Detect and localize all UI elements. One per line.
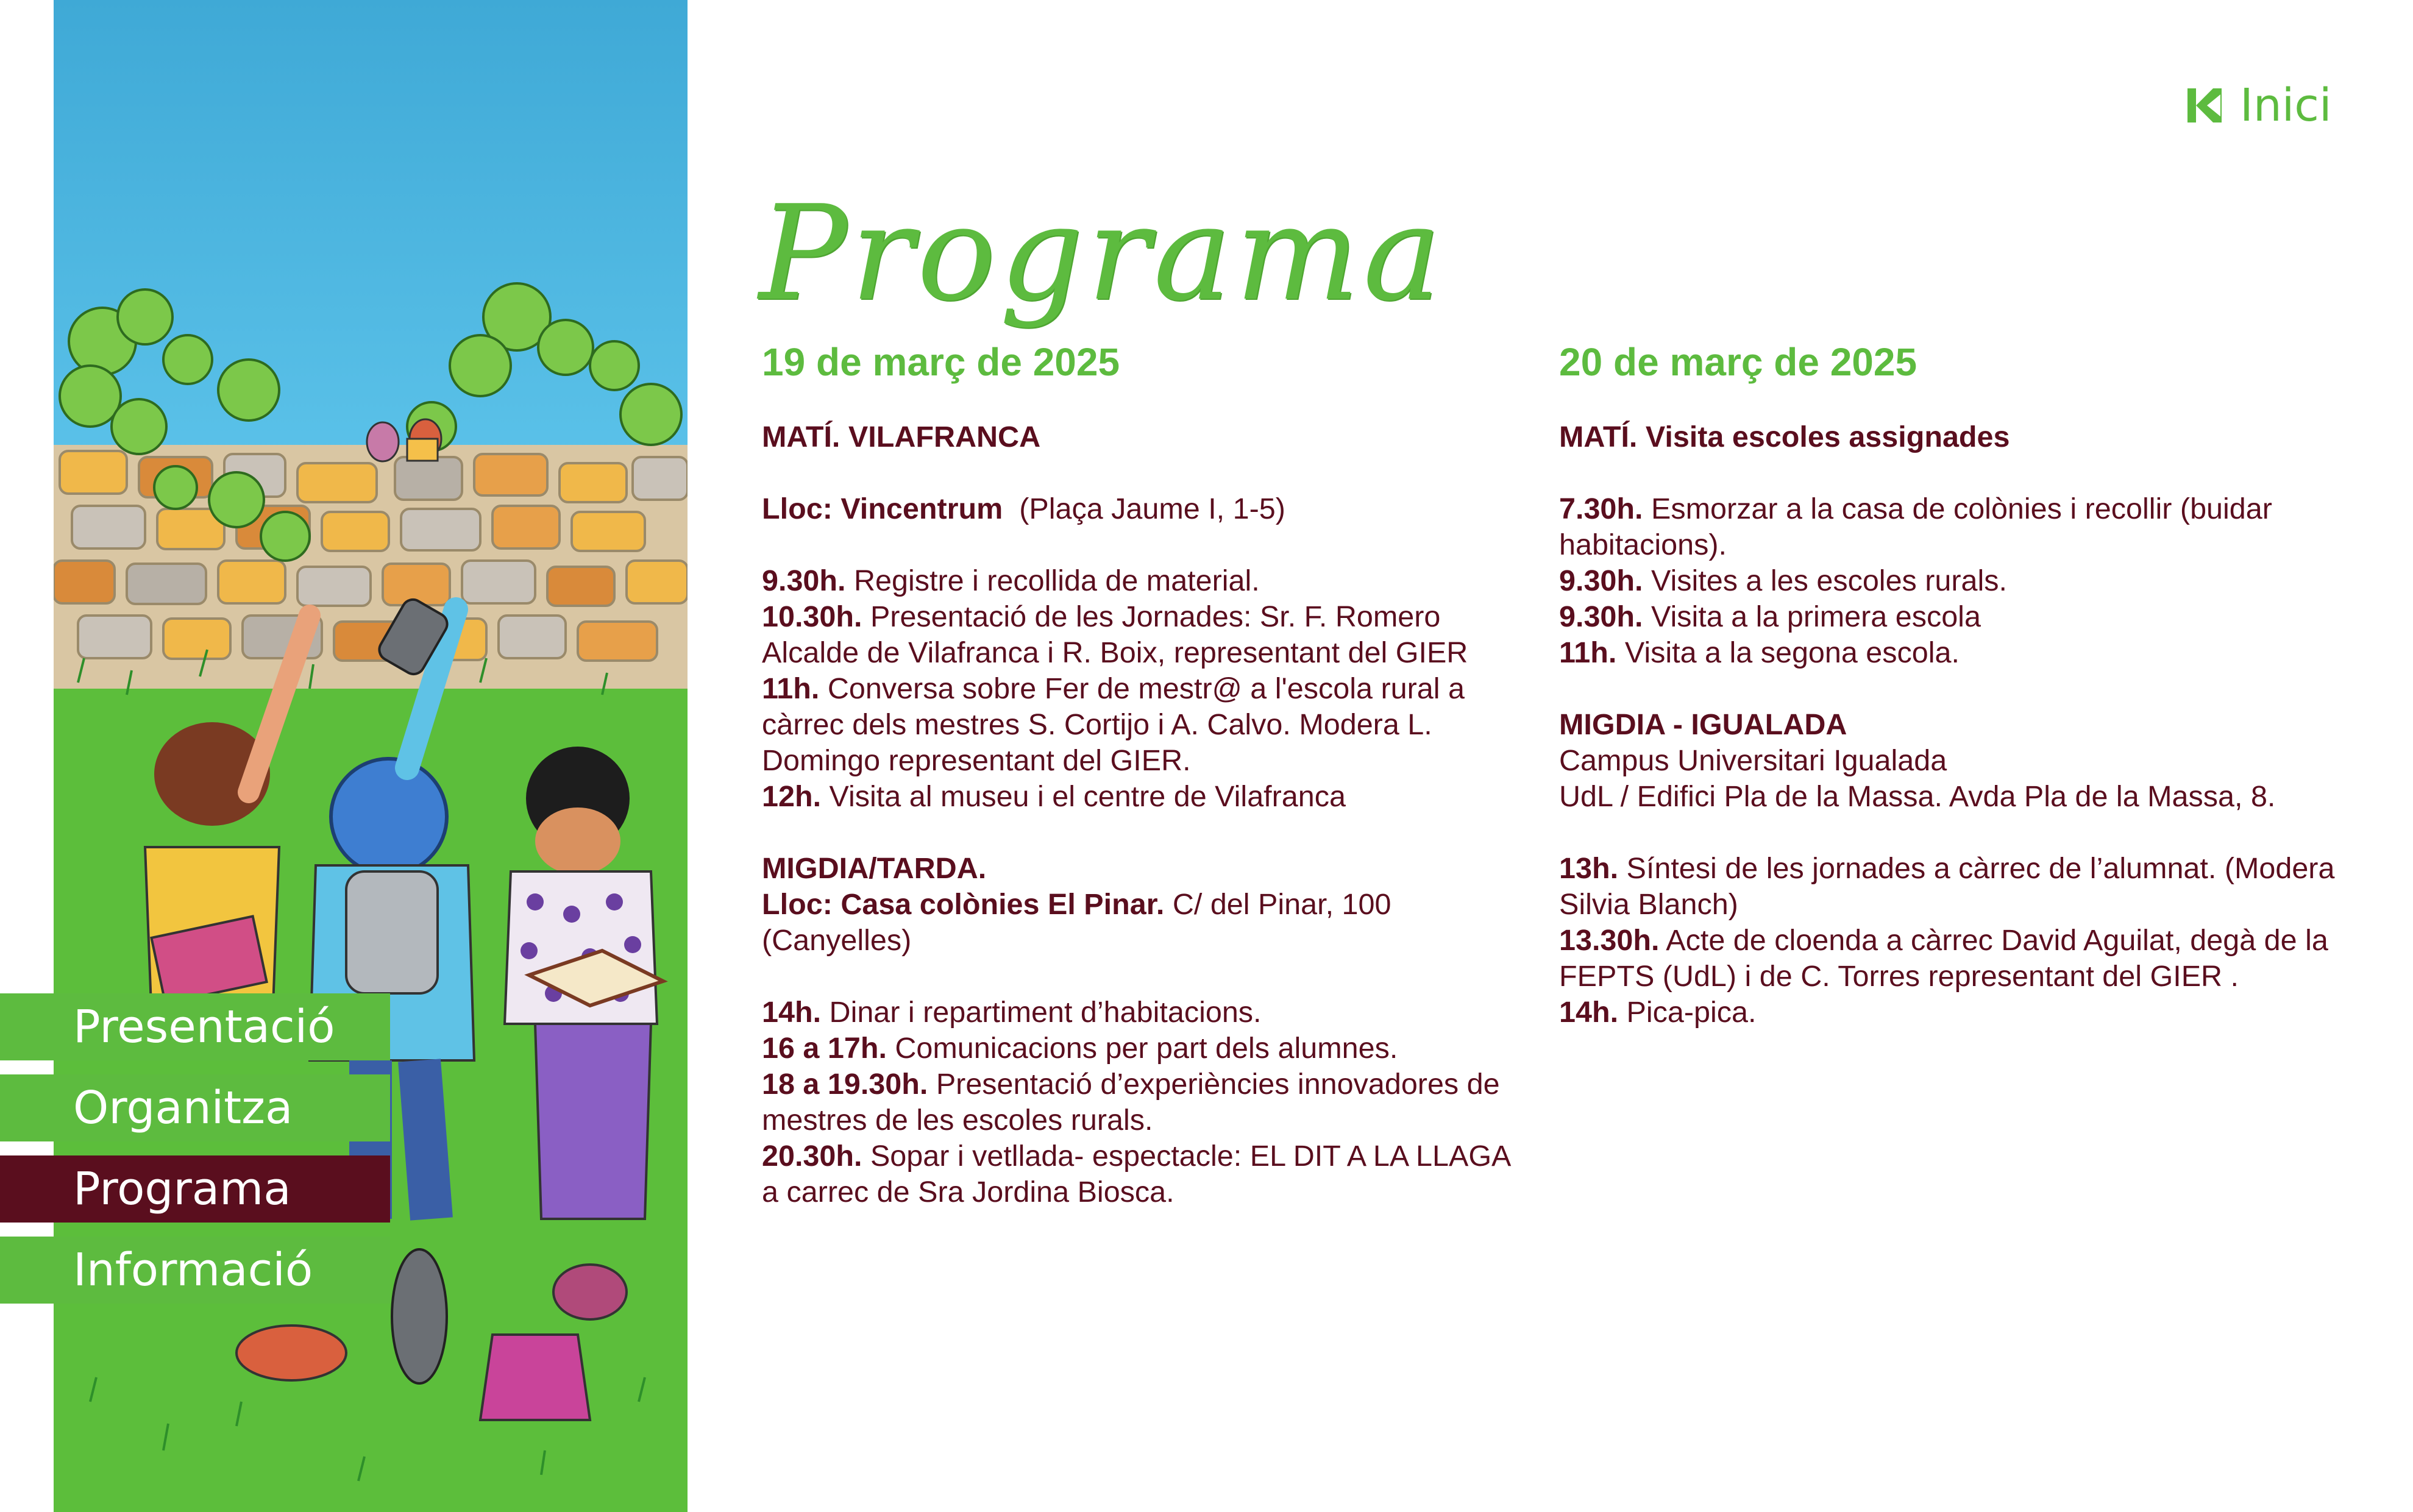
- day1-afternoon-title: MIGDIA/TARDA.: [762, 852, 987, 885]
- day1-date: 19 de març de 2025: [762, 340, 1120, 384]
- schedule-item: 9.30h. Registre i recollida de material.: [762, 564, 1260, 597]
- day2-column: [1559, 336, 2351, 1031]
- schedule-item: 9.30h. Visita a la primera escola: [1559, 600, 1981, 633]
- schedule-item: 13.30h. Acte de cloenda a càrrec David Aguilat, degà de la FEPTS (UdL) i de C. Torres representant del GIER .: [1559, 924, 2328, 993]
- schedule-item: 14h. Dinar i repartiment d’habitacions.: [762, 996, 1262, 1029]
- schedule-item: 11h. Visita a la segona escola.: [1559, 636, 1960, 669]
- day2-date: 20 de març de 2025: [1559, 340, 1917, 384]
- schedule-item: 16 a 17h. Comunicacions per part dels alumnes.: [762, 1032, 1398, 1065]
- day1-column: [762, 336, 1530, 1210]
- nav-presentacio[interactable]: Presentació: [0, 993, 390, 1060]
- schedule-item: 13h. Síntesi de les jornades a càrrec de l’alumnat. (Modera Silvia Blanch): [1559, 852, 2335, 921]
- home-link[interactable]: [2185, 78, 2332, 133]
- nav-organitza[interactable]: Organitza: [0, 1074, 390, 1141]
- schedule-item: 20.30h. Sopar i vetllada- espectacle: EL DIT A LA LLAGA a carrec de Sra Jordina Biosca.: [762, 1140, 1510, 1209]
- day1-place2: Lloc: Casa colònies El Pinar. C/ del Pinar, 100 (Canyelles): [762, 888, 1391, 957]
- day2-midday-line: Campus Universitari Igualada: [1559, 744, 1947, 777]
- home-label: Inici: [2240, 79, 2332, 132]
- schedule-item: 14h. Pica-pica.: [1559, 996, 1757, 1029]
- page-title: Programa: [759, 177, 1445, 330]
- nav-informacio[interactable]: Informació: [0, 1237, 390, 1304]
- schedule-item: 7.30h. Esmorzar a la casa de colònies i recollir (buidar habitacions).: [1559, 492, 2272, 561]
- schedule-item: 18 a 19.30h. Presentació d’experiències innovadores de mestres de les escoles rurals.: [762, 1068, 1500, 1137]
- home-skip-icon: [2185, 86, 2224, 125]
- schedule-item: 10.30h. Presentació de les Jornades: Sr. F. Romero Alcalde de Vilafranca i R. Boix, representant del GIER: [762, 600, 1468, 669]
- schedule-item: 11h. Conversa sobre Fer de mestr@ a l'escola rural a càrrec dels mestres S. Cortijo i A. Calvo. Modera L. Domingo representant del GIER.: [762, 672, 1465, 777]
- day2-midday-line: UdL / Edifici Pla de la Massa. Avda Pla de la Massa, 8.: [1559, 780, 2276, 813]
- schedule-item: 12h. Visita al museu i el centre de Vilafranca: [762, 780, 1346, 813]
- nav-programa[interactable]: Programa: [0, 1155, 390, 1223]
- stone-wall: [54, 445, 688, 689]
- day2-midday-title: MIGDIA - IGUALADA: [1559, 708, 1847, 741]
- schedule-item: 9.30h. Visites a les escoles rurals.: [1559, 564, 2008, 597]
- day2-morning-title: MATÍ. Visita escoles assignades: [1559, 421, 2010, 453]
- day1-morning-title: MATÍ. VILAFRANCA: [762, 421, 1041, 453]
- day1-place: Lloc: Vincentrum (Plaça Jaume I, 1-5): [762, 492, 1285, 525]
